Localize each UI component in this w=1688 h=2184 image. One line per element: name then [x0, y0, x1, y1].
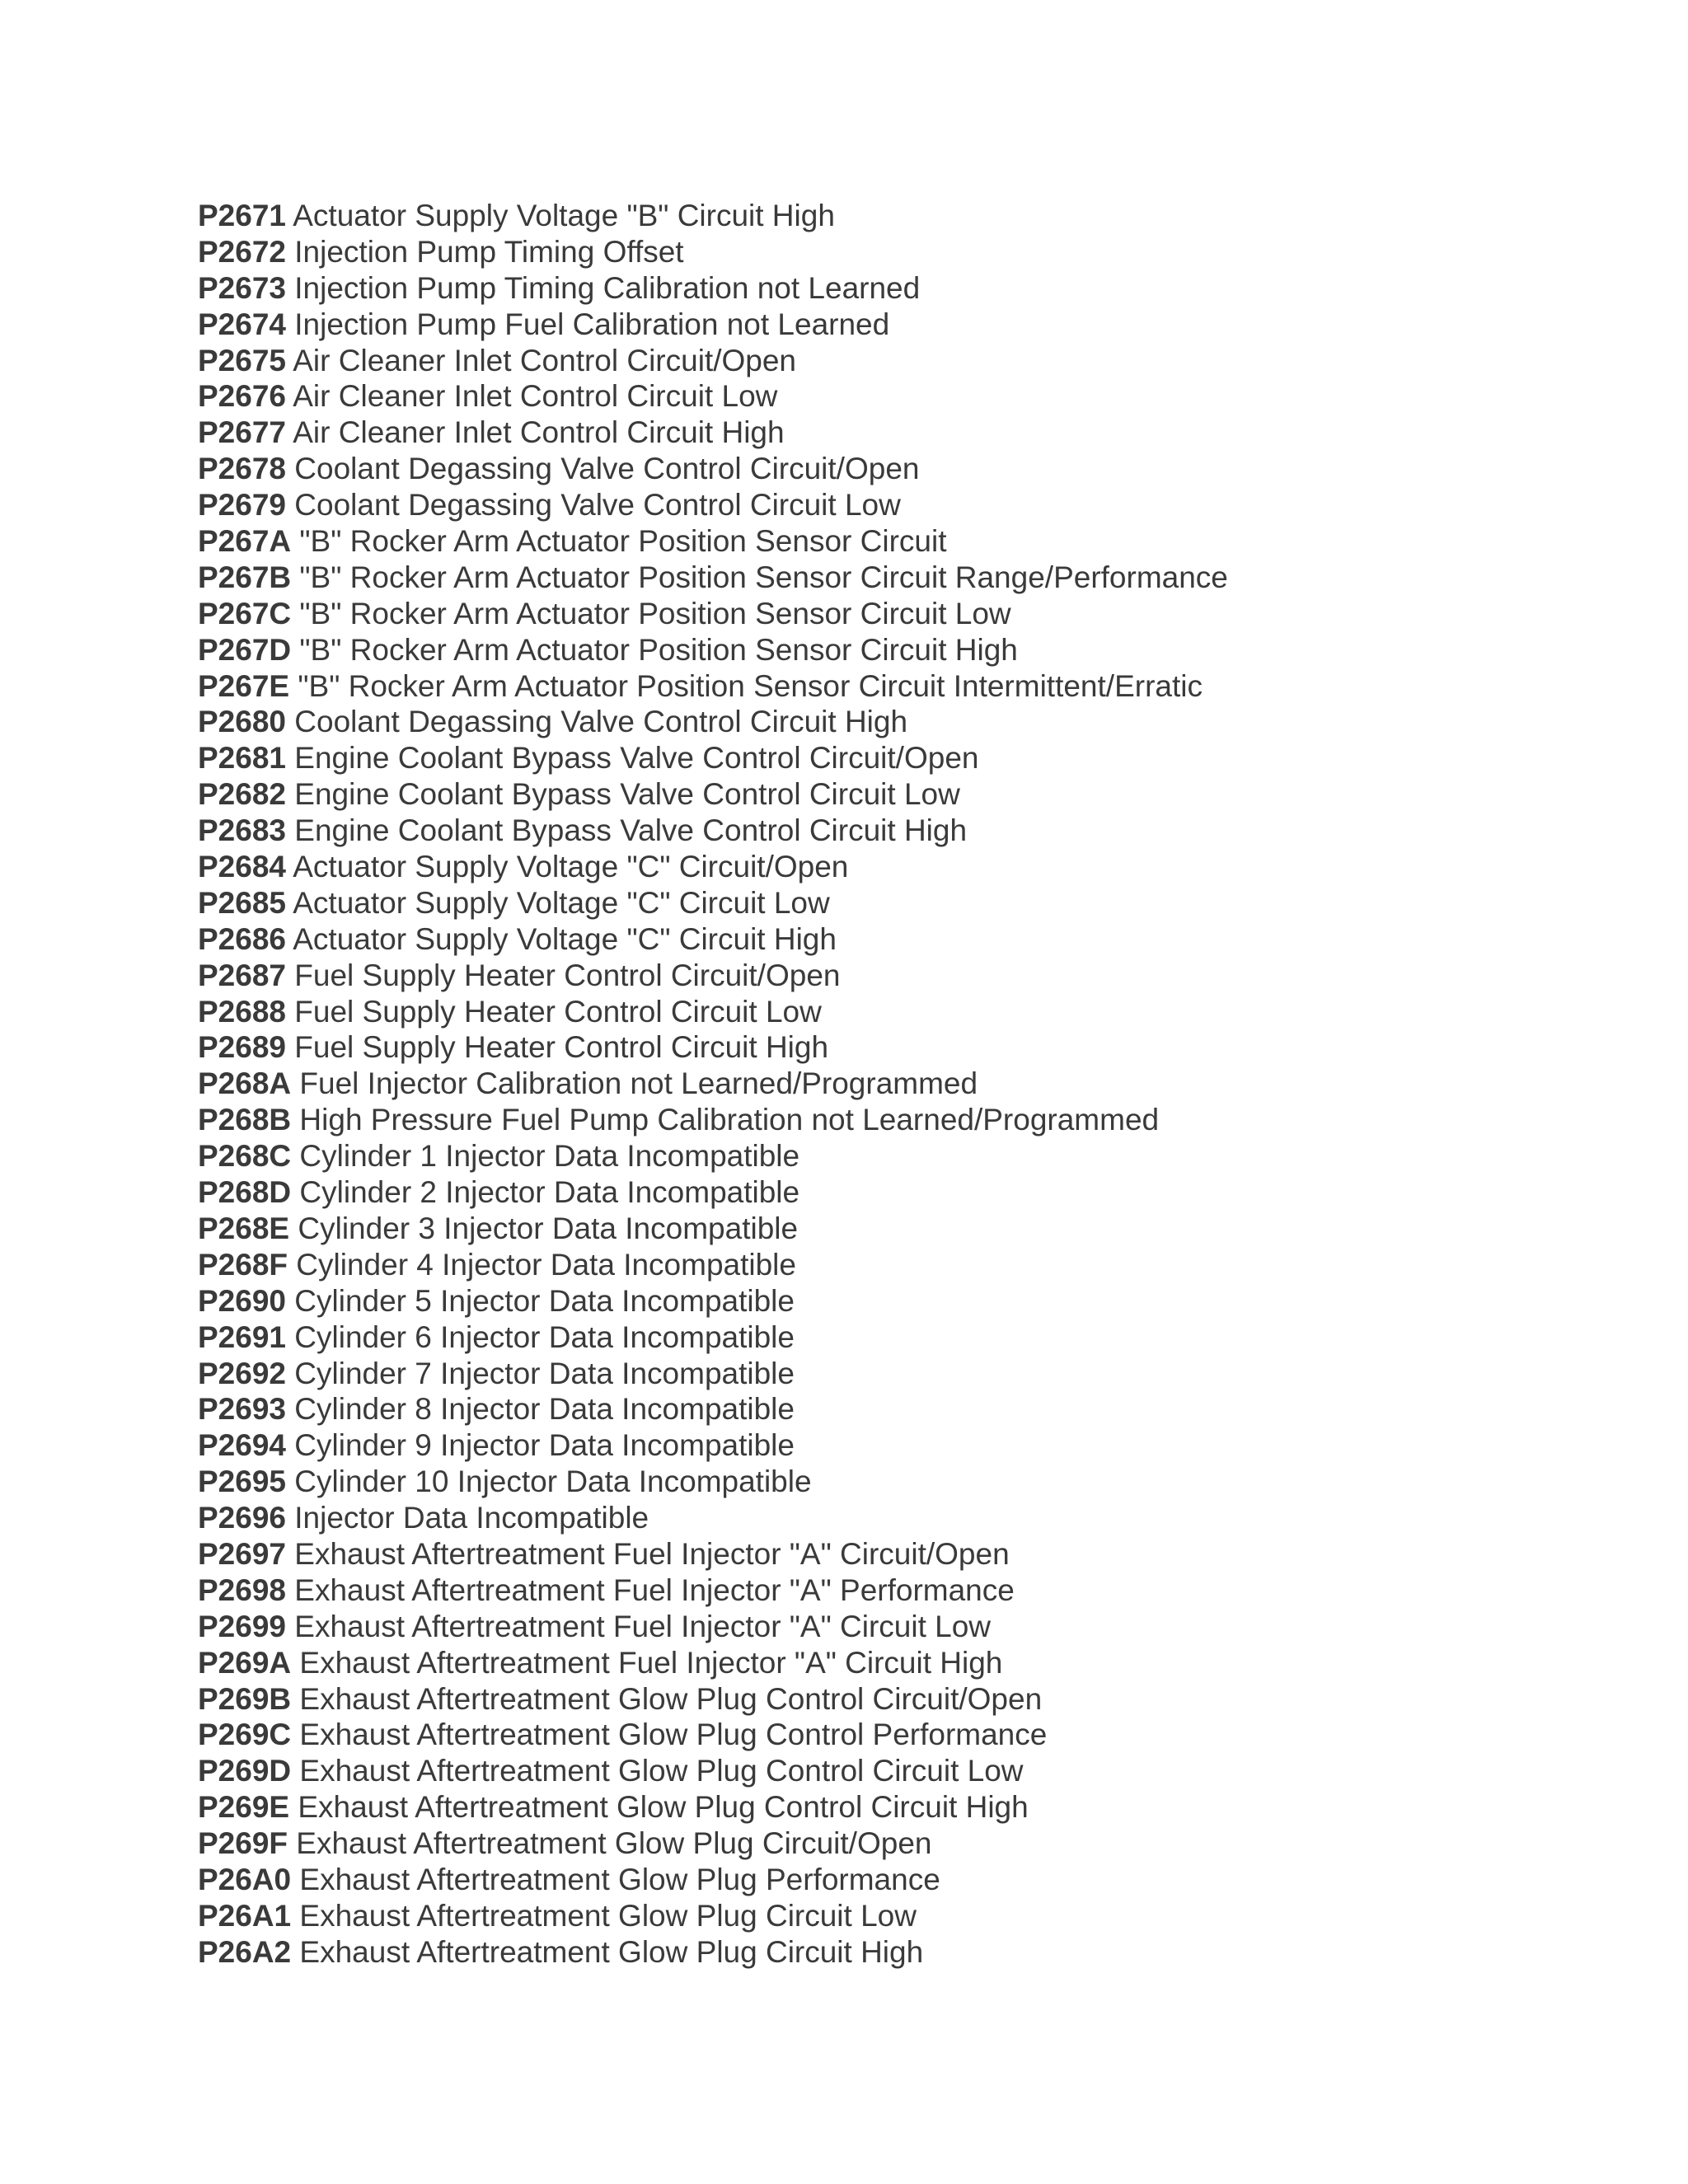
- dtc-code: P2676: [198, 379, 286, 414]
- dtc-code: P2690: [198, 1283, 286, 1318]
- list-item: [198, 523, 1228, 560]
- dtc-description: Cylinder 7 Injector Data Incompatible: [294, 1356, 795, 1390]
- dtc-description: Cylinder 8 Injector Data Incompatible: [294, 1392, 795, 1427]
- list-item: [198, 234, 1228, 270]
- list-item: [198, 1572, 1228, 1609]
- dtc-code: P2697: [198, 1536, 286, 1571]
- dtc-description: "B" Rocker Arm Actuator Position Sensor Circuit High: [299, 632, 1018, 667]
- dtc-description: High Pressure Fuel Pump Calibration not Learned/Programmed: [299, 1103, 1160, 1137]
- list-item: [198, 1753, 1228, 1789]
- list-item: [198, 885, 1228, 921]
- dtc-description: Cylinder 5 Injector Data Incompatible: [294, 1283, 795, 1318]
- dtc-description: Injection Pump Timing Offset: [294, 234, 684, 269]
- dtc-description: "B" Rocker Arm Actuator Position Sensor Circuit: [299, 524, 947, 559]
- dtc-code: P2686: [198, 921, 286, 956]
- dtc-description: Exhaust Aftertreatment Glow Plug Circuit Low: [299, 1898, 917, 1933]
- dtc-code: P269E: [198, 1790, 290, 1825]
- dtc-code: P2689: [198, 1030, 286, 1065]
- list-item: [198, 1066, 1228, 1102]
- dtc-description: Air Cleaner Inlet Control Circuit/Open: [293, 343, 797, 377]
- dtc-code: P2684: [198, 850, 286, 884]
- dtc-description: "B" Rocker Arm Actuator Position Sensor Circuit Intermittent/Erratic: [298, 668, 1203, 703]
- list-item: [198, 776, 1228, 813]
- dtc-description: Coolant Degassing Valve Control Circuit/Open: [294, 452, 920, 486]
- dtc-code: P2685: [198, 885, 286, 920]
- dtc-code: P2678: [198, 452, 286, 486]
- dtc-description: Fuel Supply Heater Control Circuit High: [294, 1030, 829, 1065]
- dtc-description: Exhaust Aftertreatment Glow Plug Performance: [299, 1862, 940, 1896]
- list-item: [198, 813, 1228, 849]
- list-item: [198, 1934, 1228, 1971]
- list-item: [198, 668, 1228, 705]
- dtc-code: P2692: [198, 1356, 286, 1390]
- dtc-code: P269A: [198, 1645, 292, 1680]
- dtc-description: Cylinder 4 Injector Data Incompatible: [296, 1247, 796, 1282]
- list-item: [198, 1789, 1228, 1825]
- list-item: [198, 1536, 1228, 1572]
- list-item: [198, 198, 1228, 234]
- dtc-code: P269C: [198, 1718, 292, 1752]
- dtc-description: Exhaust Aftertreatment Glow Plug Control Performance: [299, 1718, 1048, 1752]
- dtc-code: P268F: [198, 1247, 288, 1282]
- list-item: [198, 1427, 1228, 1464]
- dtc-description: Coolant Degassing Valve Control Circuit High: [294, 705, 908, 739]
- dtc-code: P2680: [198, 705, 286, 739]
- dtc-description: Coolant Degassing Valve Control Circuit Low: [294, 488, 901, 523]
- dtc-code: P2679: [198, 488, 286, 523]
- dtc-description: Actuator Supply Voltage "C" Circuit/Open: [293, 850, 849, 884]
- dtc-description: Exhaust Aftertreatment Glow Plug Circuit/Open: [296, 1826, 932, 1861]
- dtc-code: P267D: [198, 632, 292, 667]
- dtc-code: P2672: [198, 234, 286, 269]
- dtc-code: P26A2: [198, 1934, 292, 1969]
- dtc-description: Exhaust Aftertreatment Glow Plug Circuit High: [299, 1934, 924, 1969]
- list-item: [198, 921, 1228, 958]
- dtc-code: P268B: [198, 1103, 292, 1137]
- dtc-code: P268D: [198, 1175, 292, 1210]
- dtc-description: Injection Pump Timing Calibration not Learned: [294, 270, 921, 305]
- list-item: [198, 1319, 1228, 1356]
- dtc-code: P267A: [198, 524, 292, 559]
- dtc-code: P2677: [198, 415, 286, 450]
- list-item: [198, 994, 1228, 1030]
- list-item: [198, 1862, 1228, 1898]
- dtc-code: P267B: [198, 560, 292, 594]
- dtc-description: Exhaust Aftertreatment Fuel Injector "A" Performance: [294, 1572, 1015, 1607]
- list-item: [198, 1174, 1228, 1211]
- list-item: [198, 560, 1228, 596]
- dtc-description: Exhaust Aftertreatment Glow Plug Control Circuit Low: [299, 1754, 1024, 1788]
- list-item: [198, 704, 1228, 740]
- list-item: [198, 1138, 1228, 1174]
- dtc-description: Actuator Supply Voltage "B" Circuit High: [293, 199, 835, 232]
- dtc-description: Cylinder 6 Injector Data Incompatible: [294, 1319, 795, 1354]
- dtc-code: P26A0: [198, 1862, 292, 1896]
- dtc-description: Cylinder 10 Injector Data Incompatible: [294, 1465, 812, 1499]
- list-item: [198, 1898, 1228, 1934]
- dtc-description: Engine Coolant Bypass Valve Control Circuit/Open: [294, 741, 979, 776]
- dtc-code: P2698: [198, 1572, 286, 1607]
- dtc-description: Cylinder 2 Injector Data Incompatible: [299, 1175, 800, 1210]
- list-item: [198, 378, 1228, 415]
- list-item: [198, 1681, 1228, 1718]
- dtc-code: P2675: [198, 343, 286, 377]
- list-item: [198, 451, 1228, 487]
- dtc-description: Cylinder 9 Injector Data Incompatible: [294, 1428, 795, 1463]
- dtc-code: P2681: [198, 741, 286, 776]
- list-item: [198, 740, 1228, 776]
- dtc-code: P267E: [198, 668, 290, 703]
- dtc-description: Exhaust Aftertreatment Glow Plug Control Circuit/Open: [299, 1681, 1043, 1716]
- dtc-description: Exhaust Aftertreatment Glow Plug Control Circuit High: [298, 1790, 1029, 1825]
- dtc-code: P2696: [198, 1501, 286, 1535]
- list-item: [198, 1717, 1228, 1753]
- dtc-description: Air Cleaner Inlet Control Circuit High: [293, 415, 785, 450]
- dtc-code: P2694: [198, 1428, 286, 1463]
- list-item: [198, 958, 1228, 994]
- dtc-code: P2695: [198, 1465, 286, 1499]
- list-item: [198, 415, 1228, 451]
- list-item: [198, 307, 1228, 343]
- dtc-description: "B" Rocker Arm Actuator Position Sensor Circuit Range/Performance: [299, 560, 1228, 594]
- dtc-description: Injector Data Incompatible: [294, 1501, 649, 1535]
- dtc-description: Fuel Supply Heater Control Circuit Low: [294, 994, 822, 1029]
- list-item: [198, 1029, 1228, 1066]
- list-item: [198, 596, 1228, 632]
- list-item: [198, 1211, 1228, 1247]
- dtc-description: Fuel Injector Calibration not Learned/Programmed: [299, 1066, 978, 1101]
- list-item: [198, 487, 1228, 523]
- dtc-description: Exhaust Aftertreatment Fuel Injector "A" Circuit/Open: [294, 1536, 1010, 1571]
- list-item: [198, 632, 1228, 668]
- dtc-description: Injection Pump Fuel Calibration not Learned: [294, 307, 890, 341]
- dtc-code: P2682: [198, 777, 286, 812]
- dtc-description: Fuel Supply Heater Control Circuit/Open: [294, 958, 841, 992]
- dtc-code: P2693: [198, 1392, 286, 1427]
- dtc-code-list: [198, 198, 1228, 1971]
- dtc-code: P2687: [198, 958, 286, 992]
- dtc-code: P269D: [198, 1754, 292, 1788]
- list-item: [198, 1464, 1228, 1500]
- list-item: [198, 1609, 1228, 1645]
- dtc-description: Exhaust Aftertreatment Fuel Injector "A" Circuit High: [299, 1645, 1003, 1680]
- list-item: [198, 1283, 1228, 1319]
- dtc-code: P2688: [198, 994, 286, 1029]
- dtc-description: "B" Rocker Arm Actuator Position Sensor Circuit Low: [299, 596, 1011, 630]
- list-item: [198, 1102, 1228, 1138]
- dtc-description: Exhaust Aftertreatment Fuel Injector "A" Circuit Low: [294, 1609, 992, 1643]
- list-item: [198, 849, 1228, 885]
- dtc-code: P267C: [198, 596, 292, 630]
- dtc-code: P2671: [198, 199, 286, 232]
- dtc-code: P268C: [198, 1139, 292, 1174]
- dtc-code: P268A: [198, 1066, 292, 1101]
- dtc-code: P269B: [198, 1681, 292, 1716]
- dtc-code: P269F: [198, 1826, 288, 1861]
- dtc-code: P2699: [198, 1609, 286, 1643]
- list-item: [198, 270, 1228, 307]
- list-item: [198, 1391, 1228, 1427]
- list-item: [198, 1645, 1228, 1681]
- dtc-description: Cylinder 3 Injector Data Incompatible: [298, 1211, 799, 1245]
- list-item: [198, 1356, 1228, 1392]
- dtc-code: P2674: [198, 307, 286, 341]
- dtc-code: P2683: [198, 813, 286, 848]
- dtc-description: Actuator Supply Voltage "C" Circuit Low: [293, 885, 830, 920]
- dtc-code: P2691: [198, 1319, 286, 1354]
- list-item: [198, 1247, 1228, 1283]
- dtc-code: P26A1: [198, 1898, 292, 1933]
- dtc-code: P268E: [198, 1211, 290, 1245]
- dtc-description: Actuator Supply Voltage "C" Circuit High: [293, 921, 837, 956]
- list-item: [198, 1825, 1228, 1862]
- dtc-code: P2673: [198, 270, 286, 305]
- dtc-description: Air Cleaner Inlet Control Circuit Low: [293, 379, 778, 414]
- dtc-description: Engine Coolant Bypass Valve Control Circuit High: [294, 813, 968, 848]
- dtc-description: Engine Coolant Bypass Valve Control Circuit Low: [294, 777, 960, 812]
- list-item: [198, 343, 1228, 379]
- list-item: [198, 1500, 1228, 1536]
- dtc-description: Cylinder 1 Injector Data Incompatible: [299, 1139, 800, 1174]
